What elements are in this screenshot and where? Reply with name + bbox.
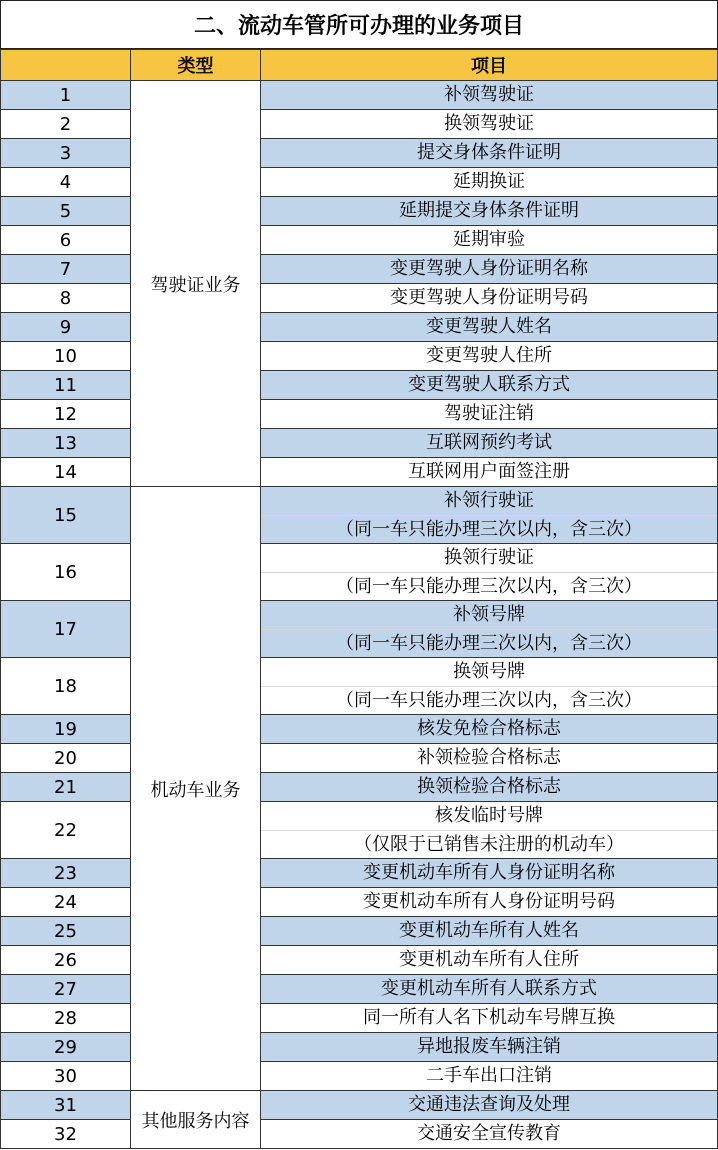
row-number: 30: [0, 1062, 131, 1091]
table-row-item: [260, 81, 718, 110]
table-row-item: [260, 917, 718, 946]
row-number: 13: [0, 429, 131, 458]
row-number: 2: [0, 110, 131, 139]
item-text: 核发临时号牌: [435, 804, 543, 826]
page-title: 二、流动车管所可办理的业务项目: [0, 0, 718, 49]
row-number: 11: [0, 371, 131, 400]
table-row-item: [260, 601, 718, 658]
table-row-item: [260, 802, 718, 859]
header-type: 类型: [130, 49, 261, 81]
item-text: 驾驶证注销: [444, 403, 534, 424]
table-row-item: [260, 1091, 718, 1120]
item-text: 同一所有人名下机动车号牌互换: [363, 1007, 615, 1028]
table-row-item: [260, 487, 718, 544]
item-text: 变更驾驶人住所: [426, 345, 552, 366]
item-text: 提交身体条件证明: [417, 142, 561, 163]
item-text: 核发免检合格标志: [417, 718, 561, 739]
table-row-item: [260, 658, 718, 715]
row-number: 25: [0, 917, 131, 946]
item-text: 变更驾驶人身份证明号码: [390, 287, 588, 308]
row-number: 8: [0, 284, 131, 313]
row-number: 20: [0, 744, 131, 773]
table-row-item: [260, 313, 718, 342]
row-number: 19: [0, 715, 131, 744]
item-text: 交通安全宣传教育: [417, 1123, 561, 1144]
category-cell: 其他服务内容: [131, 1091, 260, 1149]
table-row-item: [260, 975, 718, 1004]
item-text: 补领检验合格标志: [417, 747, 561, 768]
item-text: 变更机动车所有人住所: [399, 949, 579, 970]
row-number: 32: [0, 1120, 131, 1149]
row-number: 9: [0, 313, 131, 342]
header-item: 项目: [260, 49, 718, 81]
item-text: 交通违法查询及处理: [408, 1094, 570, 1115]
table-row-item: [260, 371, 718, 400]
item-text: 二手车出口注销: [426, 1065, 552, 1086]
item-text: 变更驾驶人姓名: [426, 316, 552, 337]
row-number: 5: [0, 197, 131, 226]
table-row-item: [260, 197, 718, 226]
table-row-item: [260, 888, 718, 917]
row-number: 23: [0, 859, 131, 888]
row-number: 14: [0, 458, 131, 487]
table-row-item: [260, 429, 718, 458]
item-text: 互联网预约考试: [426, 432, 552, 453]
table-row-item: [260, 458, 718, 487]
item-text: 延期换证: [453, 171, 525, 192]
item-text: 延期审验: [453, 229, 525, 250]
table-row-item: [260, 544, 718, 601]
item-text: 换领检验合格标志: [417, 776, 561, 797]
table-row-item: [260, 342, 718, 371]
item-text: 换领行驶证: [444, 546, 534, 568]
item-text: 互联网用户面签注册: [408, 461, 570, 482]
row-number: 22: [0, 802, 131, 859]
row-number: 21: [0, 773, 131, 802]
item-text: 变更机动车所有人身份证明名称: [363, 862, 615, 883]
item-text: （同一车只能办理三次以内，含三次）: [261, 572, 717, 601]
row-number: 18: [0, 658, 131, 715]
item-text: 变更机动车所有人姓名: [399, 920, 579, 941]
item-text: 补领行驶证: [444, 489, 534, 511]
row-number: 1: [0, 81, 131, 110]
table-row-item: [260, 946, 718, 975]
table-row-item: [260, 744, 718, 773]
table-row-item: [260, 139, 718, 168]
item-text: 补领驾驶证: [444, 84, 534, 105]
item-text: 变更机动车所有人联系方式: [381, 978, 597, 999]
row-number: 28: [0, 1004, 131, 1033]
table-row-item: [260, 255, 718, 284]
row-number: 4: [0, 168, 131, 197]
row-number: 10: [0, 342, 131, 371]
row-number: 29: [0, 1033, 131, 1062]
table-row-item: [260, 773, 718, 802]
row-number: 24: [0, 888, 131, 917]
table-row-item: [260, 859, 718, 888]
header-number-cell: [0, 49, 131, 81]
row-number: 15: [0, 487, 131, 544]
item-text: （同一车只能办理三次以内，含三次）: [261, 629, 717, 658]
table-row-item: [260, 715, 718, 744]
item-text: 延期提交身体条件证明: [399, 200, 579, 221]
item-text: 变更驾驶人身份证明名称: [390, 258, 588, 279]
row-number: 27: [0, 975, 131, 1004]
item-text: 变更机动车所有人身份证明号码: [363, 891, 615, 912]
item-text: 补领号牌: [453, 603, 525, 625]
item-text: （同一车只能办理三次以内，含三次）: [261, 686, 717, 715]
item-text: 异地报废车辆注销: [417, 1036, 561, 1057]
category-cell: 驾驶证业务: [131, 81, 260, 487]
item-text: 变更驾驶人联系方式: [408, 374, 570, 395]
item-text: （同一车只能办理三次以内，含三次）: [261, 515, 717, 544]
table-row-item: [260, 226, 718, 255]
row-number: 6: [0, 226, 131, 255]
item-text: 换领驾驶证: [444, 113, 534, 134]
row-number: 3: [0, 139, 131, 168]
table-row-item: [260, 284, 718, 313]
table-row-item: [260, 168, 718, 197]
table-row-item: [260, 400, 718, 429]
row-number: 12: [0, 400, 131, 429]
row-number: 31: [0, 1091, 131, 1120]
table-row-item: [260, 1033, 718, 1062]
table-row-item: [260, 1004, 718, 1033]
table-row-item: [260, 1062, 718, 1091]
row-number: 26: [0, 946, 131, 975]
row-number: 16: [0, 544, 131, 601]
table-row-item: [260, 1120, 718, 1149]
row-number: 7: [0, 255, 131, 284]
table-row-item: [260, 110, 718, 139]
item-text: 换领号牌: [453, 660, 525, 682]
row-number: 17: [0, 601, 131, 658]
item-text: （仅限于已销售未注册的机动车）: [261, 830, 717, 859]
category-cell: 机动车业务: [131, 487, 260, 1091]
